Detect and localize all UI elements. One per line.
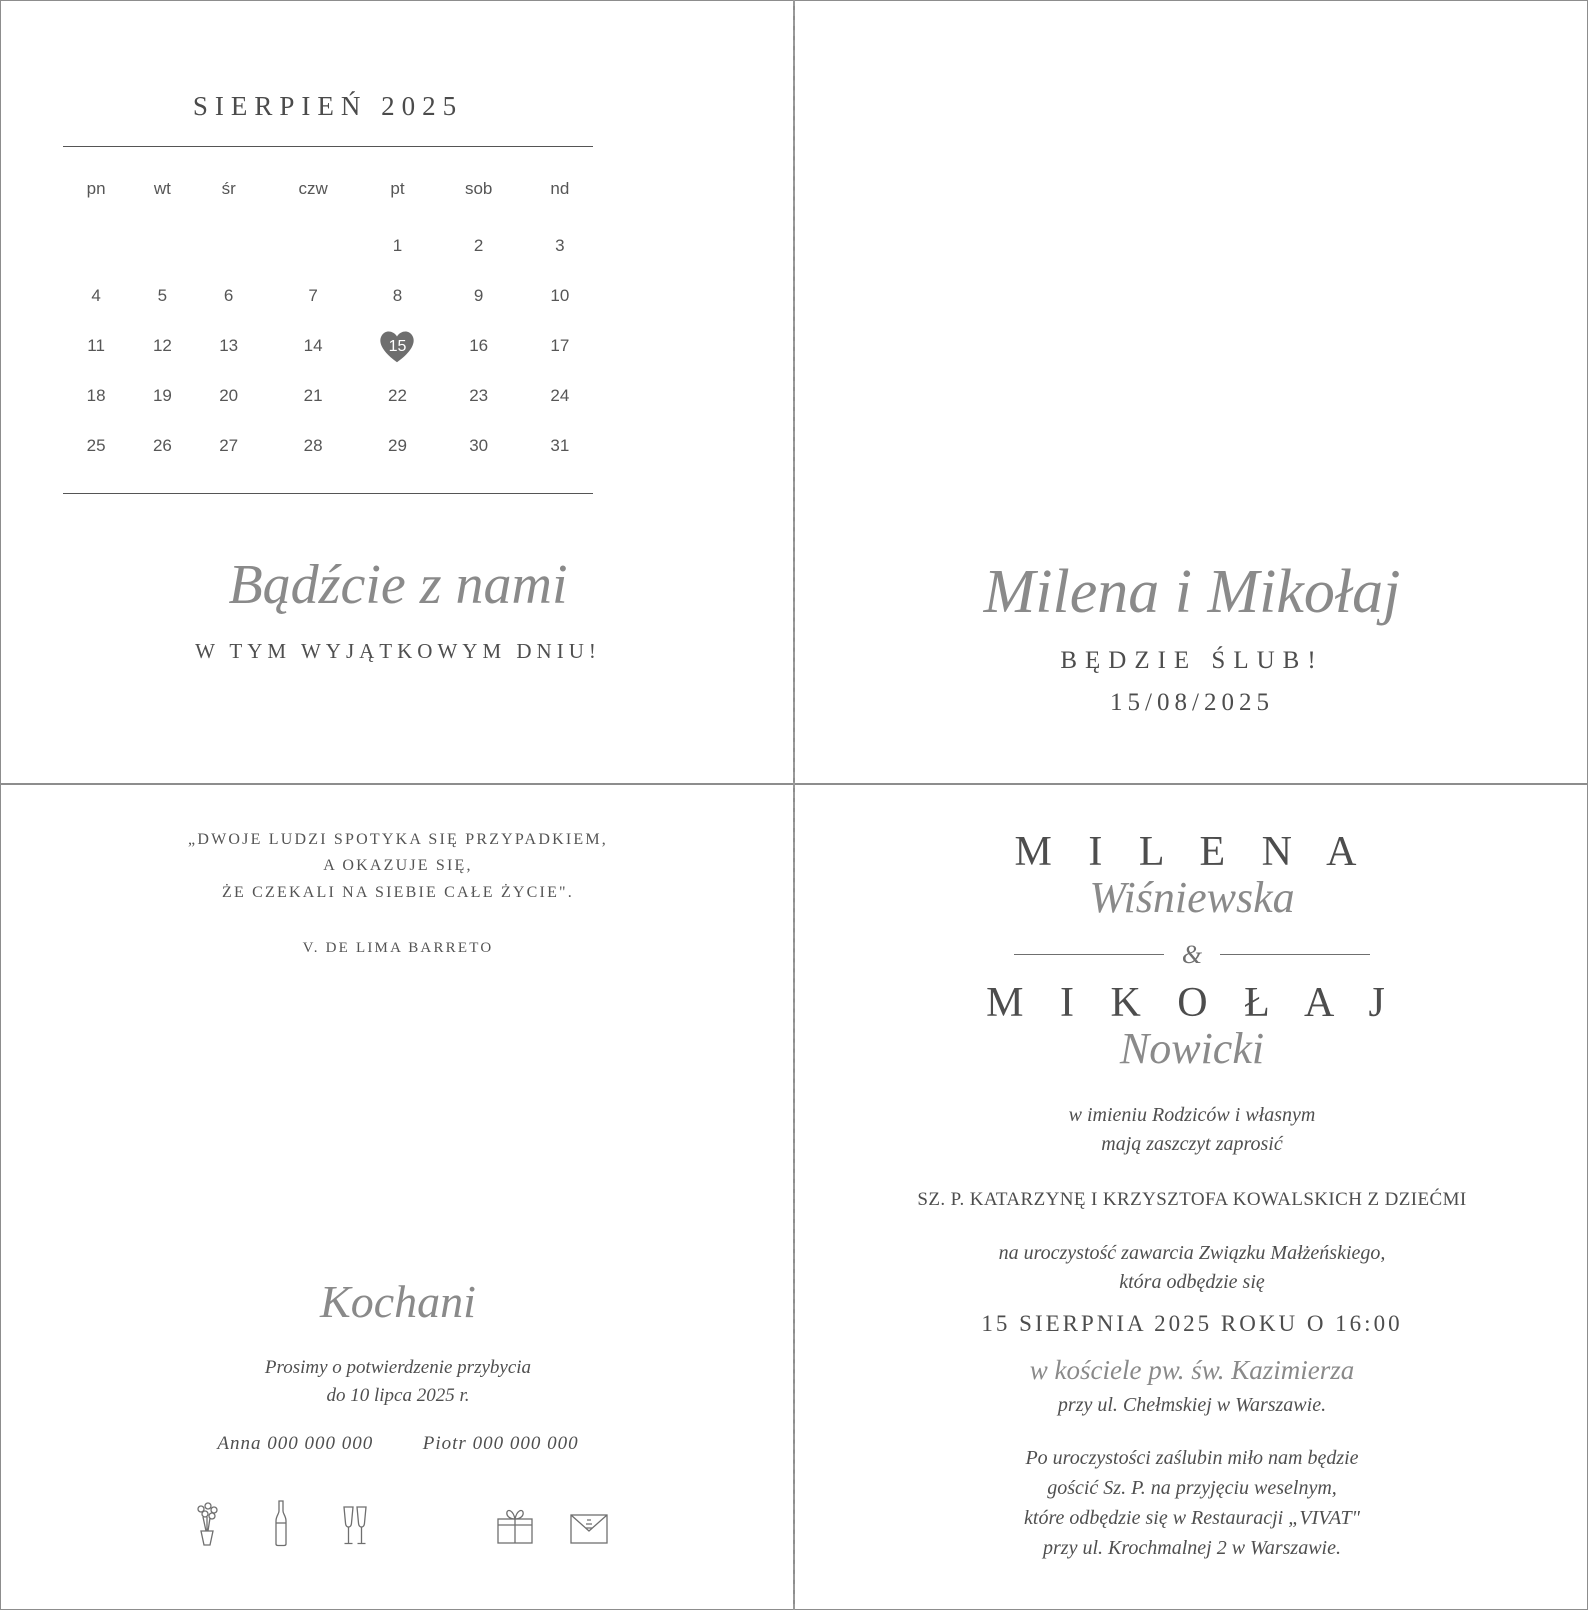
panel-invitation <box>794 784 1588 1610</box>
invitation-body <box>795 829 1588 1563</box>
cover-left-script: Bądźcie z nami <box>228 554 568 616</box>
reception-line-2: gościć Sz. P. na przyjęciu weselnym, <box>1047 1476 1337 1499</box>
contact-anna: Anna 000 000 000 <box>217 1433 374 1455</box>
rsvp-line-2: do 10 lipca 2025 r. <box>326 1384 470 1406</box>
day-cell <box>129 221 195 271</box>
cover-subtitle: BĘDZIE ŚLUB! <box>1060 647 1324 674</box>
weekday-nd: nd <box>550 179 570 198</box>
calendar-week-row <box>63 421 593 471</box>
cover-left-text <box>1 554 794 664</box>
day-cell: 12 <box>152 336 172 355</box>
quote-block <box>111 827 685 961</box>
day-cell: 14 <box>303 336 323 355</box>
quote-line-1: „DWOJE LUDZI SPOTYKA SIĘ PRZYPADKIEM, <box>188 831 608 848</box>
cover-date: 15/08/2025 <box>1110 689 1274 716</box>
invite-intro <box>855 1101 1529 1159</box>
ceremony-line-2: która odbędzie się <box>1119 1270 1265 1293</box>
weekday-sob: sob <box>464 179 493 198</box>
glasses-icon <box>333 1495 377 1547</box>
day-cell: 22 <box>388 386 407 405</box>
day-cell: 5 <box>157 286 168 305</box>
day-cell: 27 <box>219 436 239 455</box>
day-cell: 10 <box>550 286 570 305</box>
ceremony-church: w kościele pw. św. Kazimierza <box>1029 1354 1355 1385</box>
contact-piotr: Piotr 000 000 000 <box>422 1433 579 1455</box>
quote-line-2: A OKAZUJE SIĘ, <box>323 857 473 875</box>
ceremony-line-1: na uroczystość zawarcia Związku Małżeńskiego, <box>998 1241 1386 1264</box>
day-cell: 31 <box>550 436 570 455</box>
weekday-czw: czw <box>298 179 328 198</box>
reception-line-1: Po uroczystości zaślubin miło nam będzie <box>1025 1446 1359 1469</box>
rsvp-salutation: Kochani <box>320 1276 476 1327</box>
day-cell-highlighted <box>364 321 430 371</box>
gift-icon <box>493 1495 537 1547</box>
day-cell: 18 <box>86 386 106 405</box>
panel-calendar <box>0 0 794 784</box>
calendar-rule-top <box>63 146 593 147</box>
ceremony-datetime: 15 SIERPNIA 2025 ROKU O 16:00 <box>981 1310 1403 1336</box>
day-cell: 20 <box>219 386 239 405</box>
calendar-week-row <box>63 371 593 421</box>
bride-last-name: Wiśniewska <box>1089 873 1295 923</box>
day-cell <box>63 221 129 271</box>
day-cell: 13 <box>219 336 239 355</box>
calendar-week-row <box>63 321 593 371</box>
day-cell: 23 <box>469 386 489 405</box>
rsvp-text <box>1 1354 794 1409</box>
day-cell: 19 <box>152 386 172 405</box>
divider-line-left <box>1014 954 1164 955</box>
day-cell: 26 <box>152 436 172 455</box>
rsvp-block <box>1 1275 794 1547</box>
day-cell <box>262 221 365 271</box>
reception-text <box>855 1443 1529 1563</box>
ampersand: & <box>1181 939 1203 969</box>
ceremony-address: przy ul. Chełmskiej w Warszawie. <box>1057 1393 1327 1416</box>
day-cell <box>196 221 262 271</box>
cover-left-subtitle: W TYM WYJĄTKOWYM DNIU! <box>195 639 601 663</box>
couple-names: Milena i Mikołaj <box>983 558 1401 626</box>
day-cell: 2 <box>473 236 484 255</box>
day-cell: 9 <box>473 286 484 305</box>
panel-cover <box>794 0 1588 784</box>
divider-line-right <box>1220 954 1370 955</box>
calendar-week-row <box>63 221 593 271</box>
day-cell: 25 <box>86 436 106 455</box>
quote-line-3: ŻE CZEKALI NA SIEBIE CAŁE ŻYCIE". <box>222 883 574 901</box>
weekday-pt: pt <box>390 179 405 198</box>
day-cell: 29 <box>388 436 407 455</box>
invite-intro-line-1: w imieniu Rodziców i własnym <box>1068 1103 1316 1126</box>
bride-first-name: M I L E N A <box>1014 829 1370 875</box>
weekday-wt: wt <box>153 179 171 198</box>
day-cell: 6 <box>223 286 234 305</box>
day-cell: 11 <box>87 336 105 355</box>
invite-intro-line-2: mają zaszczyt zaprosić <box>1101 1132 1283 1155</box>
day-cell: 16 <box>469 336 489 355</box>
day-cell: 8 <box>392 286 403 305</box>
panel-rsvp <box>0 784 794 1610</box>
weekday-pn: pn <box>86 179 106 198</box>
gift-icons-row <box>1 1495 794 1547</box>
rsvp-line-1: Prosimy o potwierdzenie przybycia <box>264 1357 532 1378</box>
reception-line-4: przy ul. Krochmalnej 2 w Warszawie. <box>1043 1536 1341 1559</box>
envelope-icon <box>567 1495 611 1547</box>
calendar-table <box>63 169 593 471</box>
guest-names: SZ. P. KATARZYNĘ I KRZYSZTOFA KOWALSKICH Z DZIEĆMI <box>917 1188 1467 1210</box>
day-number: 15 <box>388 338 407 355</box>
day-cell: 7 <box>308 286 318 305</box>
ceremony-text <box>855 1239 1529 1297</box>
day-cell: 3 <box>555 236 565 255</box>
quote-author: V. DE LIMA BARRETO <box>302 940 494 957</box>
calendar-week-row <box>63 271 593 321</box>
weekday-sr: śr <box>221 179 236 198</box>
rsvp-contacts <box>1 1433 794 1455</box>
calendar-rule-bottom <box>63 493 593 494</box>
ampersand-divider <box>855 940 1529 970</box>
groom-first-name: M I K O Ł A J <box>986 979 1398 1026</box>
day-cell: 17 <box>550 336 570 355</box>
groom-last-name: Nowicki <box>1119 1023 1265 1073</box>
reception-line-3: które odbędzie się w Restauracji „VIVAT" <box>1024 1506 1360 1529</box>
calendar <box>63 91 593 494</box>
day-cell: 4 <box>91 286 101 305</box>
day-cell: 24 <box>550 386 570 405</box>
cover-right-text <box>795 558 1588 717</box>
calendar-title: SIERPIEŃ 2025 <box>192 91 464 121</box>
bouquet-icon <box>185 1495 229 1547</box>
day-cell: 21 <box>303 386 323 405</box>
day-cell: 1 <box>392 236 403 255</box>
fold-line <box>793 0 795 1610</box>
calendar-weekday-row <box>63 169 593 221</box>
bottle-icon <box>259 1495 303 1547</box>
day-cell: 28 <box>303 436 323 455</box>
day-cell: 30 <box>469 436 489 455</box>
